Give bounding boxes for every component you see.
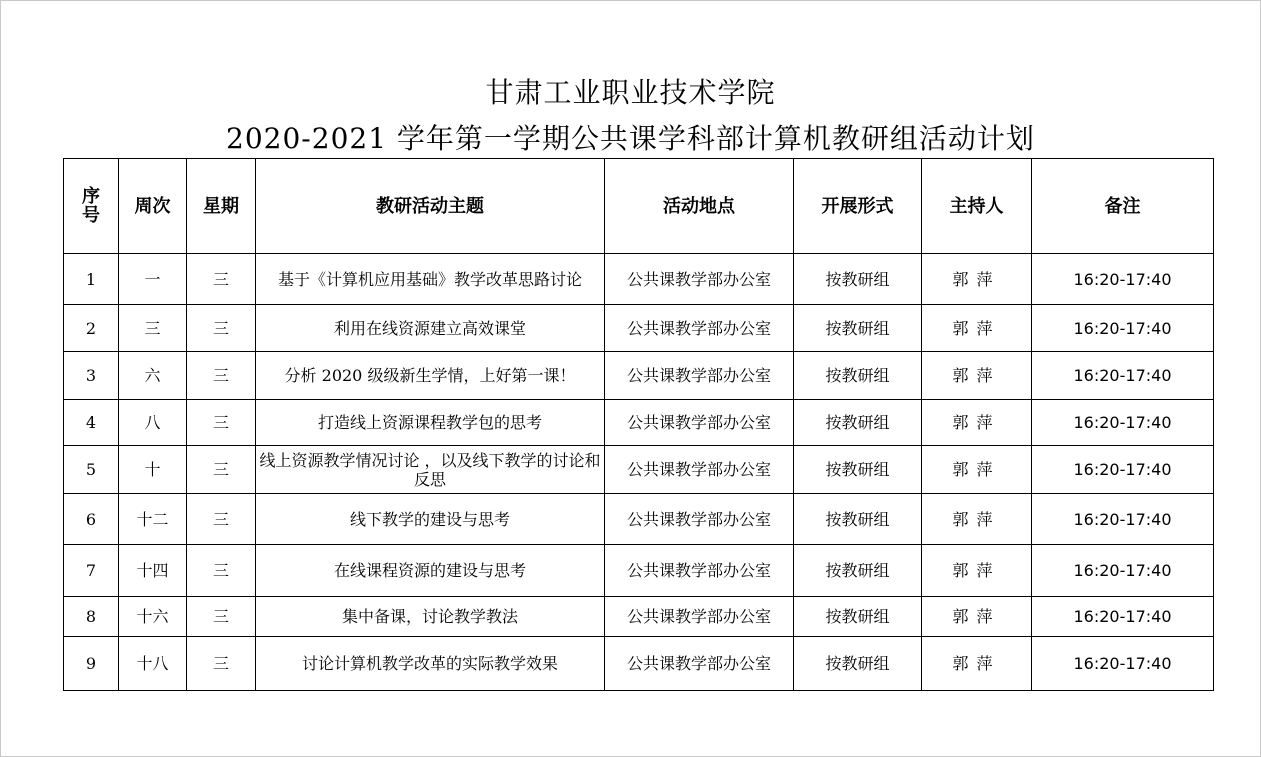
cell-weekday: 三	[187, 352, 256, 400]
cell-format: 按教研组	[794, 446, 922, 494]
cell-topic: 线下教学的建设与思考	[256, 494, 605, 545]
header-seq-bottom: 号	[82, 205, 100, 226]
cell-location: 公共课教学部办公室	[605, 446, 794, 494]
header-seq-top: 序	[82, 186, 100, 207]
cell-format: 按教研组	[794, 597, 922, 637]
cell-week: 六	[119, 352, 187, 400]
cell-topic: 讨论计算机教学改革的实际教学效果	[256, 637, 605, 691]
cell-topic: 打造线上资源课程教学包的思考	[256, 400, 605, 446]
cell-location: 公共课教学部办公室	[605, 545, 794, 597]
table-header-row	[64, 159, 1214, 254]
cell-format: 按教研组	[794, 637, 922, 691]
cell-format: 按教研组	[794, 400, 922, 446]
cell-seq: 8	[64, 597, 119, 637]
cell-format: 按教研组	[794, 305, 922, 352]
cell-format: 按教研组	[794, 494, 922, 545]
cell-location: 公共课教学部办公室	[605, 400, 794, 446]
cell-format: 按教研组	[794, 545, 922, 597]
cell-host: 郭萍	[922, 637, 1032, 691]
activity-plan-table	[63, 158, 1214, 691]
table-row	[64, 305, 1214, 352]
cell-host: 郭萍	[922, 305, 1032, 352]
cell-location: 公共课教学部办公室	[605, 637, 794, 691]
cell-seq: 2	[64, 305, 119, 352]
cell-host: 郭萍	[922, 494, 1032, 545]
cell-weekday: 三	[187, 254, 256, 305]
cell-host: 郭萍	[922, 446, 1032, 494]
cell-week: 十四	[119, 545, 187, 597]
cell-remark: 16:20-17:40	[1032, 254, 1214, 305]
cell-seq: 1	[64, 254, 119, 305]
cell-topic: 利用在线资源建立高效课堂	[256, 305, 605, 352]
cell-seq: 6	[64, 494, 119, 545]
cell-week: 十	[119, 446, 187, 494]
header-seq	[64, 159, 119, 254]
cell-remark: 16:20-17:40	[1032, 446, 1214, 494]
cell-weekday: 三	[187, 305, 256, 352]
cell-weekday: 三	[187, 637, 256, 691]
cell-remark: 16:20-17:40	[1032, 494, 1214, 545]
cell-host: 郭萍	[922, 545, 1032, 597]
cell-topic: 在线课程资源的建设与思考	[256, 545, 605, 597]
header-location: 活动地点	[605, 159, 794, 254]
cell-format: 按教研组	[794, 254, 922, 305]
header-format: 开展形式	[794, 159, 922, 254]
cell-remark: 16:20-17:40	[1032, 305, 1214, 352]
cell-topic: 基于《计算机应用基础》教学改革思路讨论	[256, 254, 605, 305]
cell-location: 公共课教学部办公室	[605, 494, 794, 545]
cell-week: 一	[119, 254, 187, 305]
table-row	[64, 637, 1214, 691]
cell-host: 郭萍	[922, 352, 1032, 400]
document-title: 甘肃工业职业技术学院	[485, 76, 776, 109]
cell-week: 十八	[119, 637, 187, 691]
table-row	[64, 597, 1214, 637]
cell-weekday: 三	[187, 446, 256, 494]
cell-host: 郭萍	[922, 597, 1032, 637]
cell-remark: 16:20-17:40	[1032, 597, 1214, 637]
cell-seq: 7	[64, 545, 119, 597]
table-row	[64, 400, 1214, 446]
cell-location: 公共课教学部办公室	[605, 305, 794, 352]
cell-remark: 16:20-17:40	[1032, 637, 1214, 691]
cell-location: 公共课教学部办公室	[605, 352, 794, 400]
cell-topic: 集中备课，讨论教学教法	[256, 597, 605, 637]
header-host: 主持人	[922, 159, 1032, 254]
cell-week: 十六	[119, 597, 187, 637]
document-subtitle: 2020-2021 学年第一学期公共课学科部计算机教研组活动计划	[226, 122, 1035, 155]
table-row	[64, 446, 1214, 494]
cell-remark: 16:20-17:40	[1032, 545, 1214, 597]
cell-location: 公共课教学部办公室	[605, 254, 794, 305]
cell-format: 按教研组	[794, 352, 922, 400]
header-topic: 教研活动主题	[256, 159, 605, 254]
cell-week: 八	[119, 400, 187, 446]
cell-weekday: 三	[187, 597, 256, 637]
cell-seq: 5	[64, 446, 119, 494]
cell-week: 三	[119, 305, 187, 352]
cell-week: 十二	[119, 494, 187, 545]
table-row	[64, 545, 1214, 597]
cell-weekday: 三	[187, 545, 256, 597]
header-weekday: 星期	[187, 159, 256, 254]
cell-remark: 16:20-17:40	[1032, 352, 1214, 400]
header-week: 周次	[119, 159, 187, 254]
cell-weekday: 三	[187, 400, 256, 446]
cell-seq: 3	[64, 352, 119, 400]
cell-host: 郭萍	[922, 254, 1032, 305]
cell-topic: 线上资源教学情况讨论 ，以及线下教学的讨论和反思	[256, 446, 605, 494]
cell-location: 公共课教学部办公室	[605, 597, 794, 637]
table-row	[64, 254, 1214, 305]
cell-weekday: 三	[187, 494, 256, 545]
table-row	[64, 352, 1214, 400]
cell-topic: 分析 2020 级级新生学情，上好第一课！	[256, 352, 605, 400]
cell-seq: 9	[64, 637, 119, 691]
cell-host: 郭萍	[922, 400, 1032, 446]
table-row	[64, 494, 1214, 545]
cell-remark: 16:20-17:40	[1032, 400, 1214, 446]
cell-seq: 4	[64, 400, 119, 446]
header-remark: 备注	[1032, 159, 1214, 254]
